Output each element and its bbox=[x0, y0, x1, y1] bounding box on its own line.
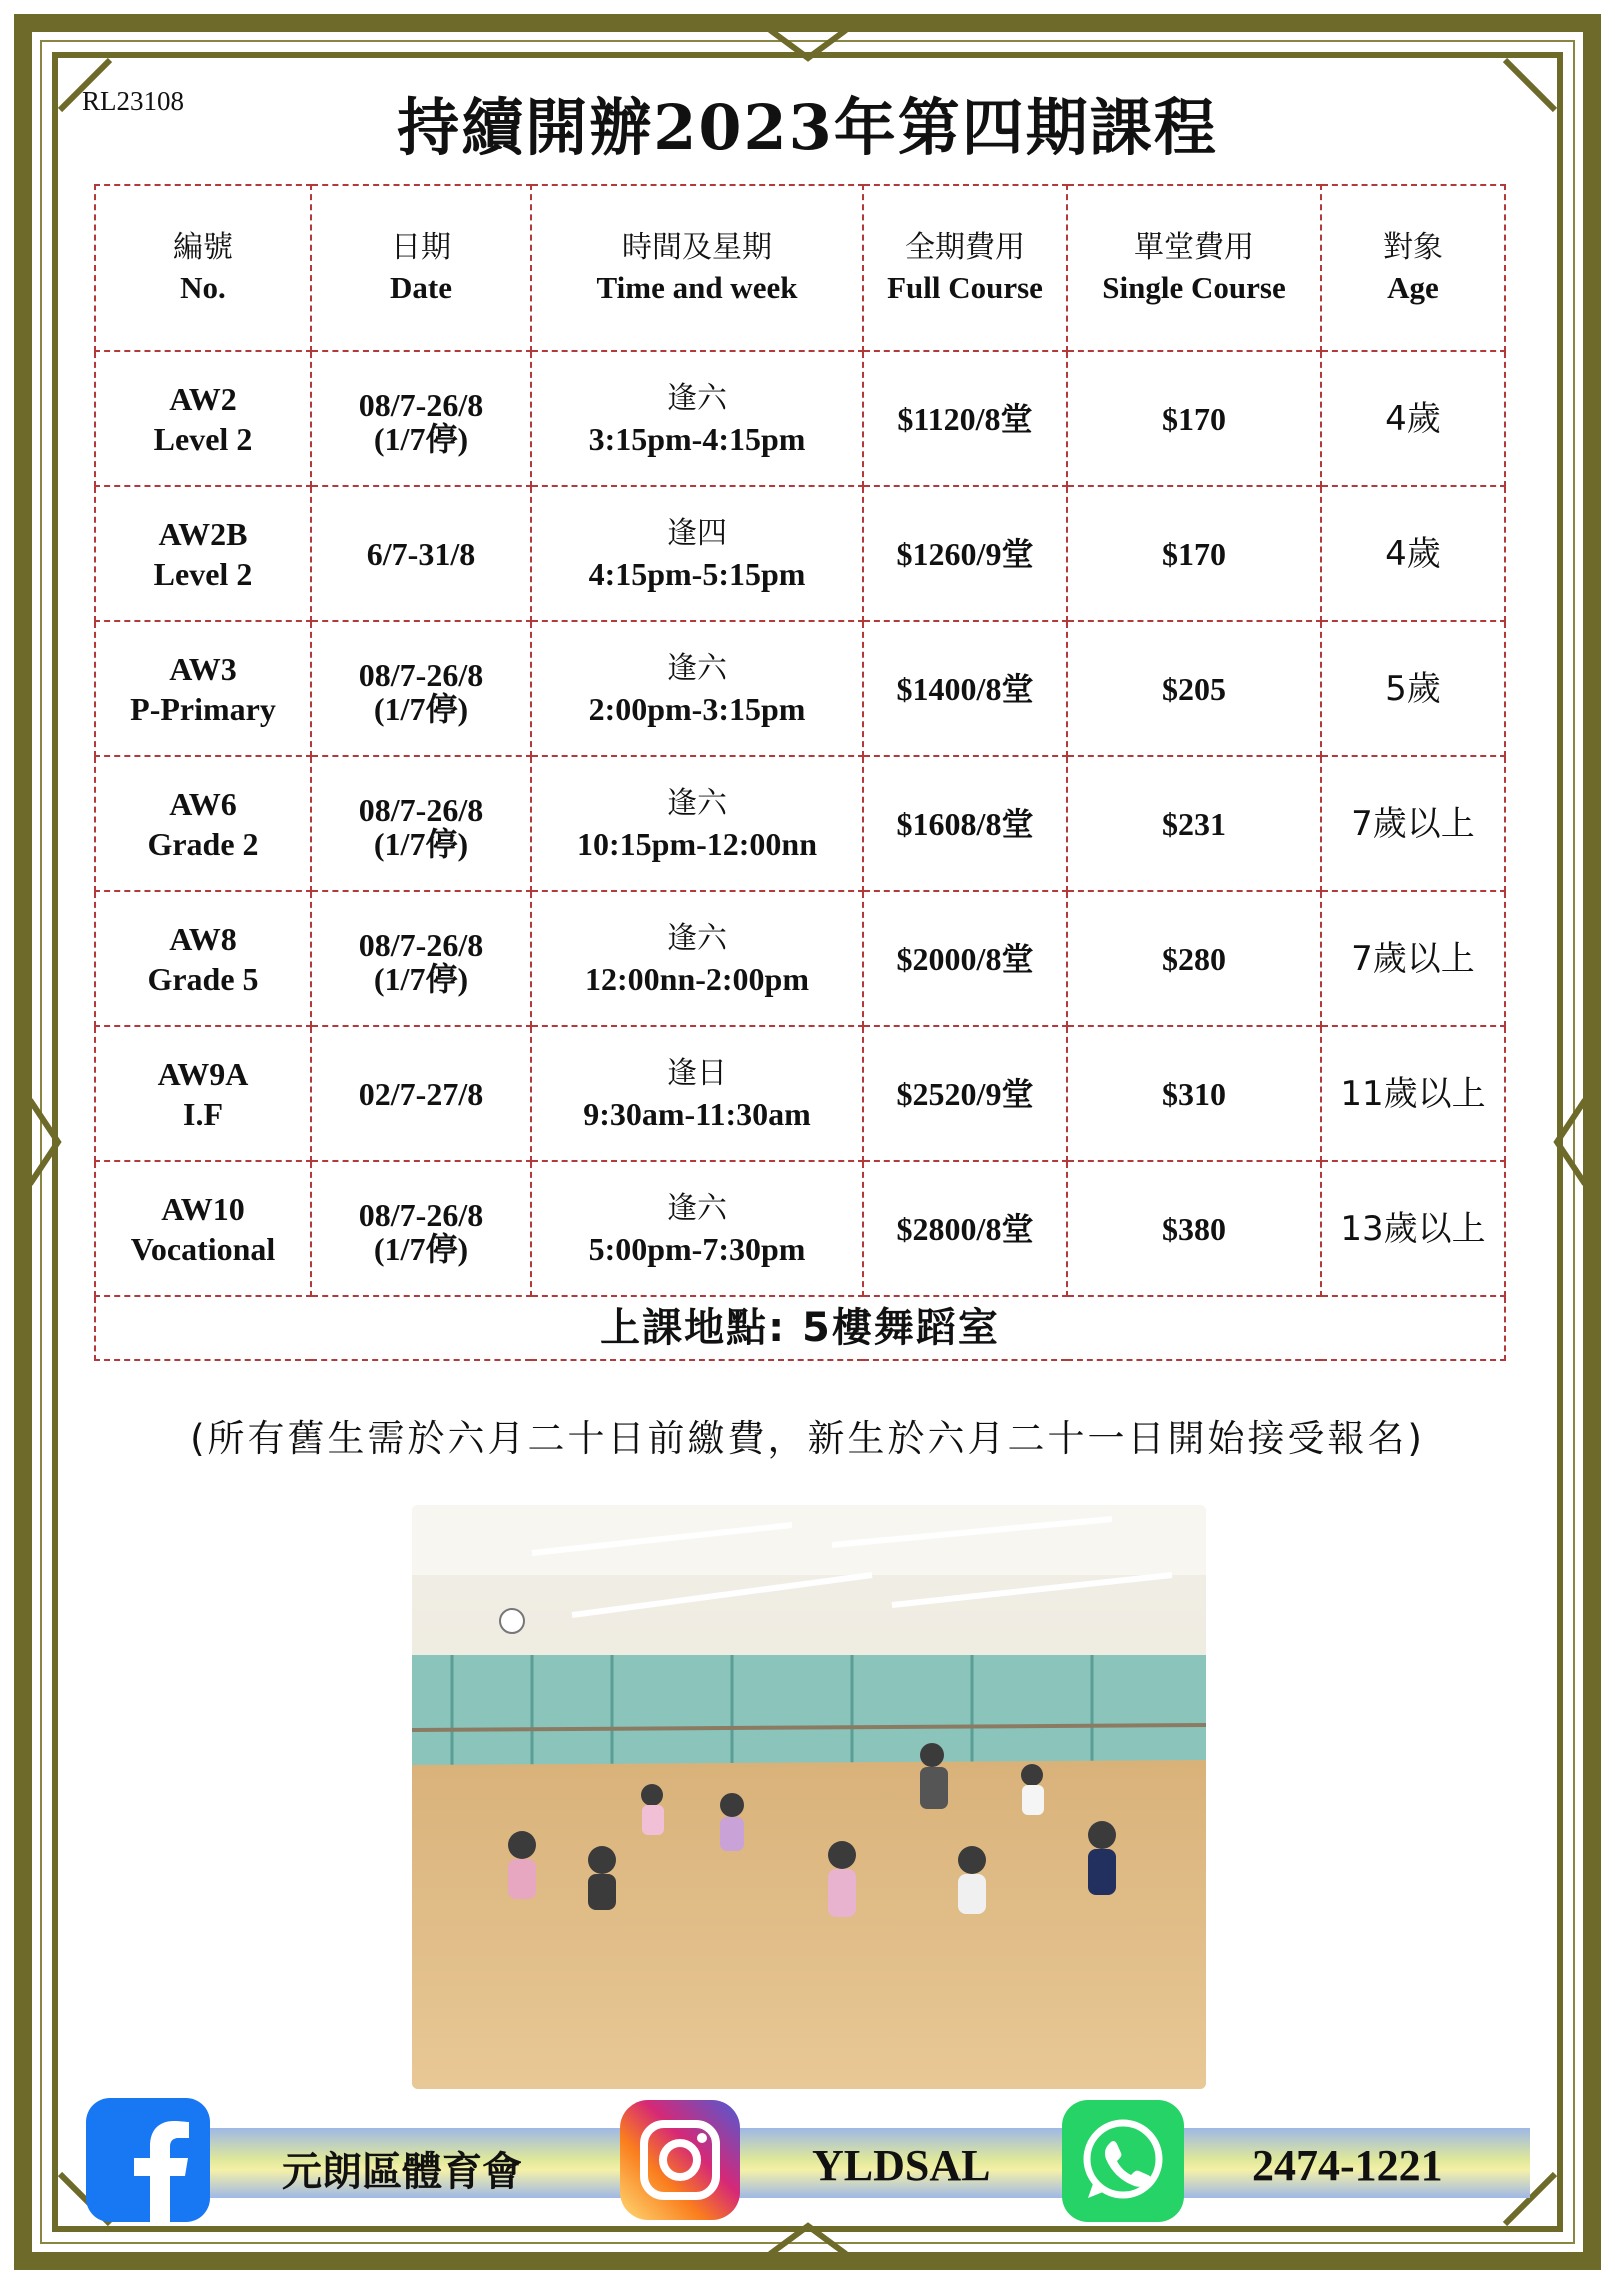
facebook-icon[interactable] bbox=[86, 2098, 210, 2222]
table-row bbox=[95, 621, 1505, 756]
cell-date: 08/7-26/8 (1/7停) bbox=[311, 351, 531, 486]
cell-full-fee: $2800/8堂 bbox=[863, 1161, 1067, 1296]
cell-single-fee: $170 bbox=[1067, 486, 1321, 621]
table-row bbox=[95, 351, 1505, 486]
table-row bbox=[95, 1161, 1505, 1296]
cell-full-fee: $1608/8堂 bbox=[863, 756, 1067, 891]
cell-single-fee: $205 bbox=[1067, 621, 1321, 756]
social-handle: YLDSAL bbox=[812, 2141, 991, 2190]
location-row bbox=[95, 1296, 1505, 1360]
cell-single-fee: $310 bbox=[1067, 1026, 1321, 1161]
cell-single-fee: $380 bbox=[1067, 1161, 1321, 1296]
header-full-course: 全期費用 Full Course bbox=[863, 185, 1067, 351]
page-title: 持續開辦2023年第四期課程 bbox=[397, 91, 1218, 164]
cell-time: 逢六 12:00nn-2:00pm bbox=[531, 891, 863, 1026]
cell-full-fee: $1400/8堂 bbox=[863, 621, 1067, 756]
phone-number: 2474-1221 bbox=[1252, 2141, 1443, 2190]
table-row bbox=[95, 891, 1505, 1026]
table-header-row bbox=[95, 185, 1505, 351]
document-code: RL23108 bbox=[82, 86, 185, 116]
dance-studio-photo bbox=[412, 1505, 1206, 2089]
registration-notice: (所有舊生需於六月二十日前繳費，新生於六月二十一日開始接受報名) bbox=[190, 1417, 1425, 1460]
cell-date: 08/7-26/8 (1/7停) bbox=[311, 1161, 531, 1296]
cell-time: 逢日 9:30am-11:30am bbox=[531, 1026, 863, 1161]
whatsapp-icon[interactable] bbox=[1062, 2100, 1184, 2222]
cell-code: AW2 Level 2 bbox=[95, 351, 311, 486]
cell-single-fee: $170 bbox=[1067, 351, 1321, 486]
header-time: 時間及星期 Time and week bbox=[531, 185, 863, 351]
cell-single-fee: $280 bbox=[1067, 891, 1321, 1026]
cell-date: 08/7-26/8 (1/7停) bbox=[311, 891, 531, 1026]
cell-time: 逢六 5:00pm-7:30pm bbox=[531, 1161, 863, 1296]
cell-time: 逢六 10:15pm-12:00nn bbox=[531, 756, 863, 891]
header-date: 日期 Date bbox=[311, 185, 531, 351]
header-age: 對象 Age bbox=[1321, 185, 1505, 351]
cell-full-fee: $2520/9堂 bbox=[863, 1026, 1067, 1161]
cell-code: AW9A I.F bbox=[95, 1026, 311, 1161]
cell-full-fee: $1120/8堂 bbox=[863, 351, 1067, 486]
cell-code: AW6 Grade 2 bbox=[95, 756, 311, 891]
cell-full-fee: $2000/8堂 bbox=[863, 891, 1067, 1026]
cell-age: 11歲以上 bbox=[1321, 1026, 1505, 1161]
header-no: 編號 No. bbox=[95, 185, 311, 351]
organization-name: 元朗區體育會 bbox=[282, 2149, 522, 2195]
cell-code: AW10 Vocational bbox=[95, 1161, 311, 1296]
cell-code: AW8 Grade 5 bbox=[95, 891, 311, 1026]
cell-date: 08/7-26/8 (1/7停) bbox=[311, 621, 531, 756]
instagram-icon[interactable] bbox=[620, 2100, 740, 2220]
cell-age: 4歲 bbox=[1321, 351, 1505, 486]
cell-date: 02/7-27/8 bbox=[311, 1026, 531, 1161]
course-table bbox=[94, 184, 1506, 1361]
table-row bbox=[95, 486, 1505, 621]
cell-time: 逢六 3:15pm-4:15pm bbox=[531, 351, 863, 486]
cell-date: 08/7-26/8 (1/7停) bbox=[311, 756, 531, 891]
cell-age: 5歲 bbox=[1321, 621, 1505, 756]
cell-single-fee: $231 bbox=[1067, 756, 1321, 891]
cell-age: 7歲以上 bbox=[1321, 891, 1505, 1026]
cell-code: AW2B Level 2 bbox=[95, 486, 311, 621]
cell-full-fee: $1260/9堂 bbox=[863, 486, 1067, 621]
cell-age: 7歲以上 bbox=[1321, 756, 1505, 891]
cell-time: 逢四 4:15pm-5:15pm bbox=[531, 486, 863, 621]
cell-code: AW3 P-Primary bbox=[95, 621, 311, 756]
header-single-course: 單堂費用 Single Course bbox=[1067, 185, 1321, 351]
cell-date: 6/7-31/8 bbox=[311, 486, 531, 621]
table-row bbox=[95, 1026, 1505, 1161]
cell-age: 13歲以上 bbox=[1321, 1161, 1505, 1296]
table-row bbox=[95, 756, 1505, 891]
class-location: 上課地點: 5樓舞蹈室 bbox=[95, 1296, 1505, 1360]
cell-age: 4歲 bbox=[1321, 486, 1505, 621]
cell-time: 逢六 2:00pm-3:15pm bbox=[531, 621, 863, 756]
